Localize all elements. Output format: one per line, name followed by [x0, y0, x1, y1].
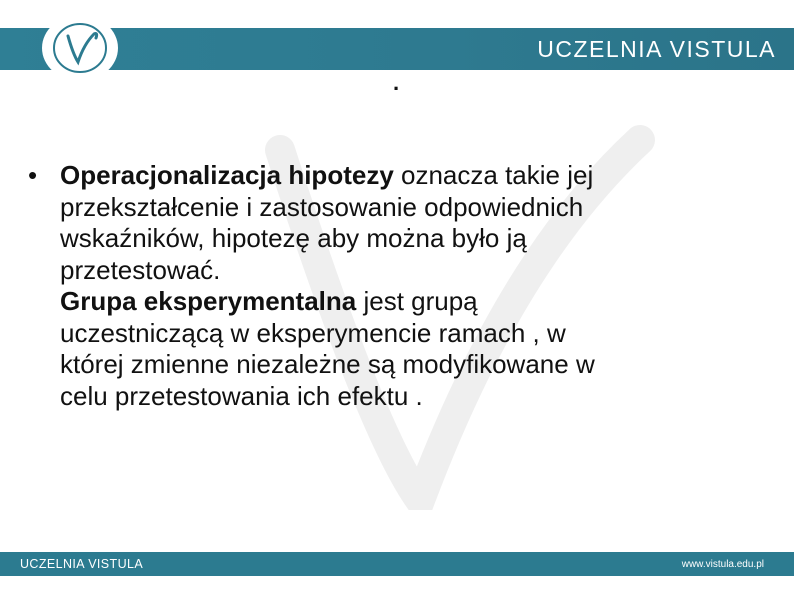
text-line	[60, 160, 768, 192]
text-span: jest grupą	[356, 286, 478, 316]
footer-brand: UCZELNIA VISTULA	[20, 557, 144, 571]
term-operacjonalizacja: Operacjonalizacja hipotezy	[60, 160, 394, 190]
header-brand: UCZELNIA VISTULA	[537, 36, 776, 62]
text-line: uczestniczącą w eksperymencie ramach , w	[60, 317, 566, 348]
text-line: której zmienne niezależne są modyfikowane w	[60, 349, 595, 379]
vistula-logo-icon	[40, 14, 120, 82]
slide-body	[28, 160, 768, 412]
bullet-marker: •	[28, 160, 38, 190]
text-line: celu przetestowania ich efektu .	[60, 380, 423, 411]
text-line: przetestować.	[60, 254, 221, 285]
text-line: przekształcenie i zastosowanie odpowiednich	[60, 191, 584, 222]
bullet-text	[60, 160, 768, 412]
footer-website-link[interactable]: www.vistula.edu.pl	[681, 559, 764, 570]
text-line: wskaźników, hipotezę aby można było ją	[60, 223, 527, 253]
text-line	[60, 286, 768, 318]
term-grupa-eksperymentalna: Grupa eksperymentalna	[60, 286, 357, 316]
slide-title: .	[393, 70, 400, 95]
bullet-item	[28, 160, 768, 412]
text-span: oznacza takie jej	[393, 160, 594, 190]
